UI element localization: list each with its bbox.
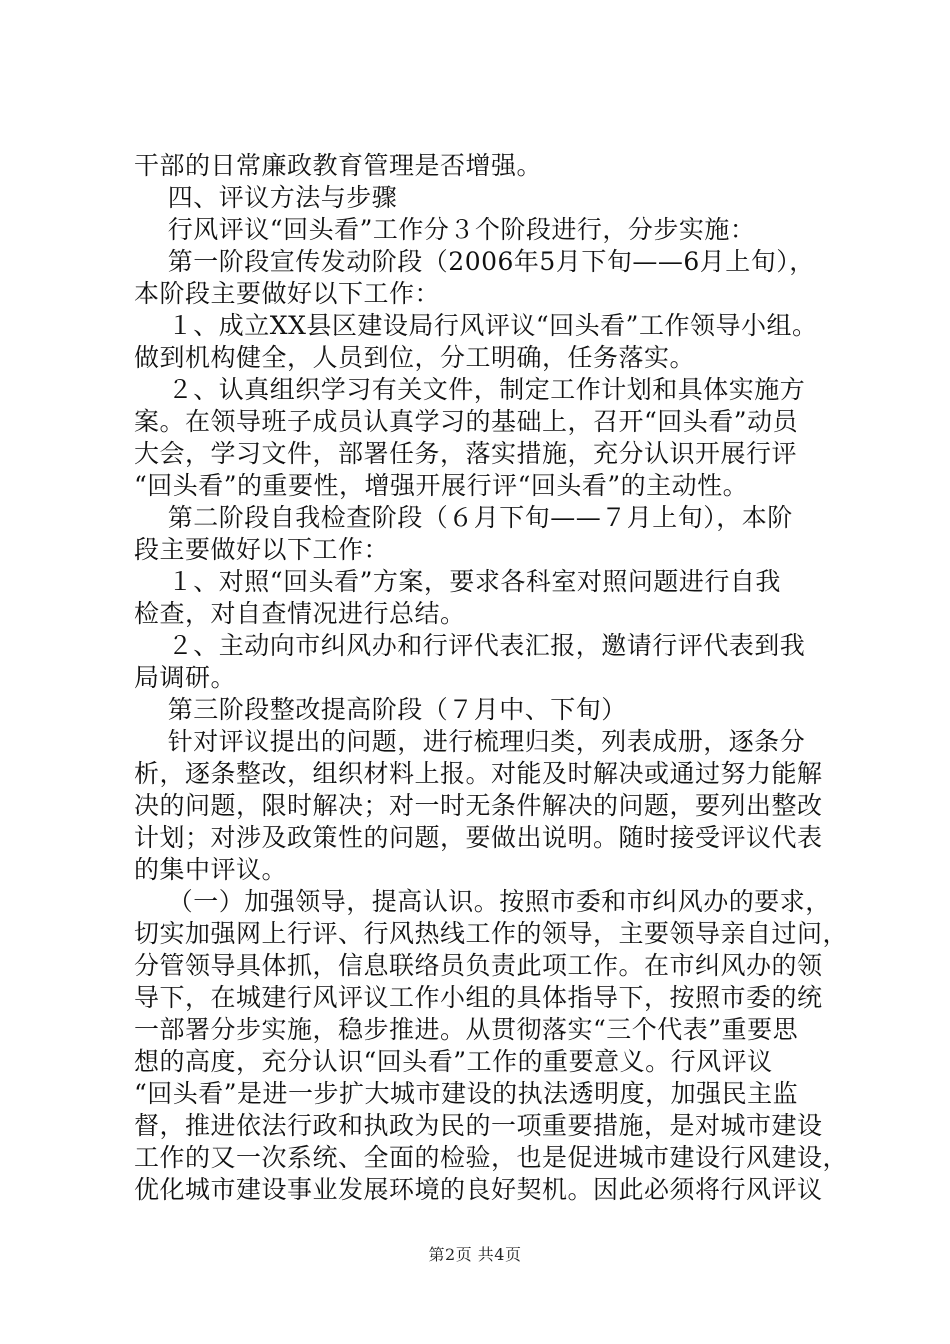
stage-heading: 第二阶段自我检查阶段（６月下旬——７月上旬），本阶 [134,503,793,532]
text-line: 案。在领导班子成员认真学习的基础上，召开“回头看”动员 [134,407,799,436]
page-number-footer: 第2页 共4页 [428,1245,522,1264]
text-line: 工作的又一次系统、全面的检验，也是促进城市建设行风建设， [134,1143,849,1172]
text-line: ２、主动向市纠风办和行评代表汇报，邀请行评代表到我 [134,631,806,660]
text-line: 做到机构健全，人员到位，分工明确，任务落实。 [134,343,696,372]
text-line: 的集中评议。 [134,855,288,884]
text-line: １、对照“回头看”方案，要求各科室对照问题进行自我 [134,567,781,596]
text-line: 针对评议提出的问题，进行梳理归类，列表成册，逐条分 [134,727,806,756]
text-line: 段主要做好以下工作： [134,535,390,564]
text-line: 行风评议“回头看”工作分３个阶段进行，分步实施： [134,215,756,244]
stage-heading: 第一阶段宣传发动阶段（2006年5月下旬——6月上旬）， [134,247,815,276]
text-line: 计划；对涉及政策性的问题，要做出说明。随时接受评议代表 [134,823,823,852]
text-line: 检查，对自查情况进行总结。 [134,599,466,628]
document-body [134,150,854,1206]
text-line: （一）加强领导，提高认识。按照市委和市纠风办的要求， [134,887,831,916]
text-line: 分管领导具体抓，信息联络员负责此项工作。在市纠风办的领 [134,951,823,980]
text-line: 决的问题，限时解决；对一时无条件解决的问题，要列出整改 [134,791,823,820]
text-line: 想的高度，充分认识“回头看”工作的重要意义。行风评议 [134,1047,773,1076]
text-line: “回头看”的重要性，增强开展行评“回头看”的主动性。 [134,471,749,500]
text-line: 导下，在城建行风评议工作小组的具体指导下，按照市委的统 [134,983,823,1012]
text-line: 干部的日常廉政教育管理是否增强。 [134,151,543,180]
text-line: 督，推进依法行政和执政为民的一项重要措施，是对城市建设 [134,1111,823,1140]
text-line: ２、认真组织学习有关文件，制定工作计划和具体实施方 [134,375,806,404]
section-heading: 四、评议方法与步骤 [134,183,398,212]
text-line: 一部署分步实施，稳步推进。从贯彻落实“三个代表”重要思 [134,1015,799,1044]
text-line: 大会，学习文件，部署任务，落实措施，充分认识开展行评 [134,439,798,468]
text-line: 局调研。 [134,663,237,692]
text-line: “回头看”是进一步扩大城市建设的执法透明度，加强民主监 [134,1079,799,1108]
text-line: 优化城市建设事业发展环境的良好契机。因此必须将行风评议 [134,1175,823,1204]
text-line: 本阶段主要做好以下工作： [134,279,441,308]
text-line: 切实加强网上行评、行风热线工作的领导，主要领导亲自过问， [134,919,849,948]
stage-heading: 第三阶段整改提高阶段（７月中、下旬） [134,695,627,724]
text-line: １、成立XX县区建设局行风评议“回头看”工作领导小组。 [134,311,818,340]
text-line: 析，逐条整改，组织材料上报。对能及时解决或通过努力能解 [134,759,823,788]
